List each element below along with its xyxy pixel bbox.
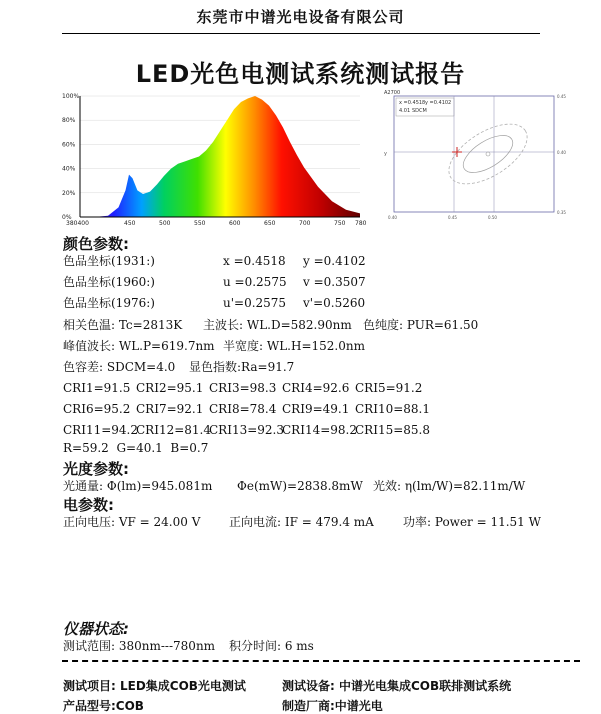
footer-divider (62, 660, 580, 662)
spectrum-area (80, 96, 360, 217)
sdcm-value: 色容差: SDCM=4.0 (63, 360, 176, 374)
header-divider (62, 33, 540, 34)
color-purity: 色纯度: PUR=61.50 (363, 318, 479, 332)
electrical-row (63, 515, 541, 571)
luminous-efficacy: 光效: η(lm/W)=82.11m/W (373, 479, 526, 493)
cie-x-tick: 0.50 (488, 215, 497, 220)
chromaticity-1931-y: y =0.4102 (303, 254, 366, 268)
cie-x-tick: 0.45 (448, 215, 457, 220)
manufacturer: 制造厂商:中谱光电 (282, 699, 383, 713)
cri-value: CRI10=88.1 (355, 402, 430, 416)
test-equipment: 测试设备: 中谱光电集成COB联排测试系统 (282, 679, 512, 693)
cie-x-annotation: x =0.4518 (399, 100, 426, 106)
cri-value: CRI6=95.2 (63, 402, 131, 416)
cri-value: CRI7=92.1 (136, 402, 204, 416)
cri-value: CRI8=78.4 (209, 402, 277, 416)
chromaticity-1976-v: v'=0.5260 (303, 296, 366, 310)
peak-wavelength: 峰值波长: WL.P=619.7nm (63, 339, 215, 353)
instrument-heading: 仪器状态: (63, 620, 129, 638)
cri-value: CRI13=92.3 (209, 423, 284, 437)
spectrum-x-tick: 600 (229, 220, 241, 227)
spectrum-x-tick: 450 (124, 220, 136, 227)
cie-y-label: y (384, 151, 387, 157)
cri-value: CRI11=94.2 (63, 423, 138, 437)
color-params-heading: 颜色参数: (63, 235, 129, 253)
dominant-wavelength: 主波长: WL.D=582.90nm (203, 318, 352, 332)
spectrum-y-tick: 0% (62, 214, 72, 221)
chromaticity-1976-label: 色品坐标(1976:) (63, 296, 155, 310)
luminous-flux: 光通量: Φ(lm)=945.081m (63, 479, 213, 493)
rgb-row: R=59.2 G=40.1 B=0.7 (63, 441, 209, 455)
cri-value: CRI3=98.3 (209, 381, 277, 395)
company-name: 东莞市中谱光电设备有限公司 (196, 8, 405, 26)
cie-sdcm-value: 4.01 (399, 108, 411, 114)
spectrum-y-tick: 20% (62, 189, 76, 197)
spectrum-chart (62, 92, 367, 228)
test-range: 测试范围: 380nm---780nm (63, 639, 216, 653)
chromaticity-1960-v: v =0.3507 (303, 275, 366, 289)
cct-value: 相关色温: Tc=2813K (63, 318, 183, 332)
spectrum-y-tick: 60% (62, 141, 76, 149)
cie-y-tick: 0.35 (557, 210, 566, 215)
cri-value: CRI2=95.1 (136, 381, 204, 395)
power: 功率: Power = 11.51 W (403, 515, 541, 529)
chromaticity-1976-u: u'=0.2575 (223, 296, 287, 310)
chromaticity-1960-label: 色品坐标(1960:) (63, 275, 155, 289)
spectrum-x-tick: 780 (355, 220, 367, 227)
report-title: LED光色电测试系统测试报告 (135, 60, 466, 88)
cri-value: CRI1=91.5 (63, 381, 131, 395)
cie-y-annotation: y =0.4102 (425, 100, 452, 106)
cie-y-tick: 0.40 (557, 150, 566, 155)
integration-time: 积分时间: 6 ms (229, 639, 314, 653)
spectrum-y-tick: 80% (62, 117, 76, 125)
photometric-heading: 光度参数: (63, 460, 129, 478)
cri-value: CRI9=49.1 (282, 402, 350, 416)
ra-value: 显色指数:Ra=91.7 (189, 360, 295, 374)
cie-sdcm-label: SDCM (412, 108, 427, 114)
cri-value: CRI12=81.4 (136, 423, 211, 437)
cri-value: CRI14=98.2 (282, 423, 357, 437)
spectrum-x-tick: 650 (264, 220, 276, 227)
cie-title: A2700 (384, 90, 401, 96)
electrical-heading: 电参数: (63, 496, 114, 514)
cri-value: CRI5=91.2 (355, 381, 423, 395)
spectrum-x-tick: 750 (334, 220, 346, 227)
spectrum-x-tick: 700 (299, 220, 311, 227)
half-width: 半宽度: WL.H=152.0nm (223, 339, 365, 353)
product-model: 产品型号:COB (63, 699, 144, 713)
cri-value: CRI4=92.6 (282, 381, 350, 395)
cie-x-tick: 0.40 (388, 215, 397, 220)
radiant-flux: Φe(mW)=2838.8mW (237, 479, 363, 493)
chromaticity-1931-label: 色品坐标(1931:) (63, 254, 155, 268)
cie-chromaticity-plot (382, 88, 570, 224)
spectrum-x-tick: 550 (194, 220, 206, 227)
spectrum-y-tick: 40% (62, 165, 76, 173)
spectrum-x-tick: 380400 (66, 220, 89, 227)
cri-value: CRI15=85.8 (355, 423, 430, 437)
spectrum-x-tick: 500 (159, 220, 171, 227)
cie-y-tick: 0.45 (557, 94, 566, 99)
chromaticity-1960-u: u =0.2575 (223, 275, 287, 289)
test-item: 测试项目: LED集成COB光电测试 (63, 679, 246, 693)
chromaticity-1931-x: x =0.4518 (223, 254, 286, 268)
spectrum-y-tick: 100% (62, 93, 80, 100)
forward-current: 正向电流: IF = 479.4 mA (229, 515, 374, 529)
forward-voltage: 正向电压: VF = 24.00 V (63, 515, 201, 529)
